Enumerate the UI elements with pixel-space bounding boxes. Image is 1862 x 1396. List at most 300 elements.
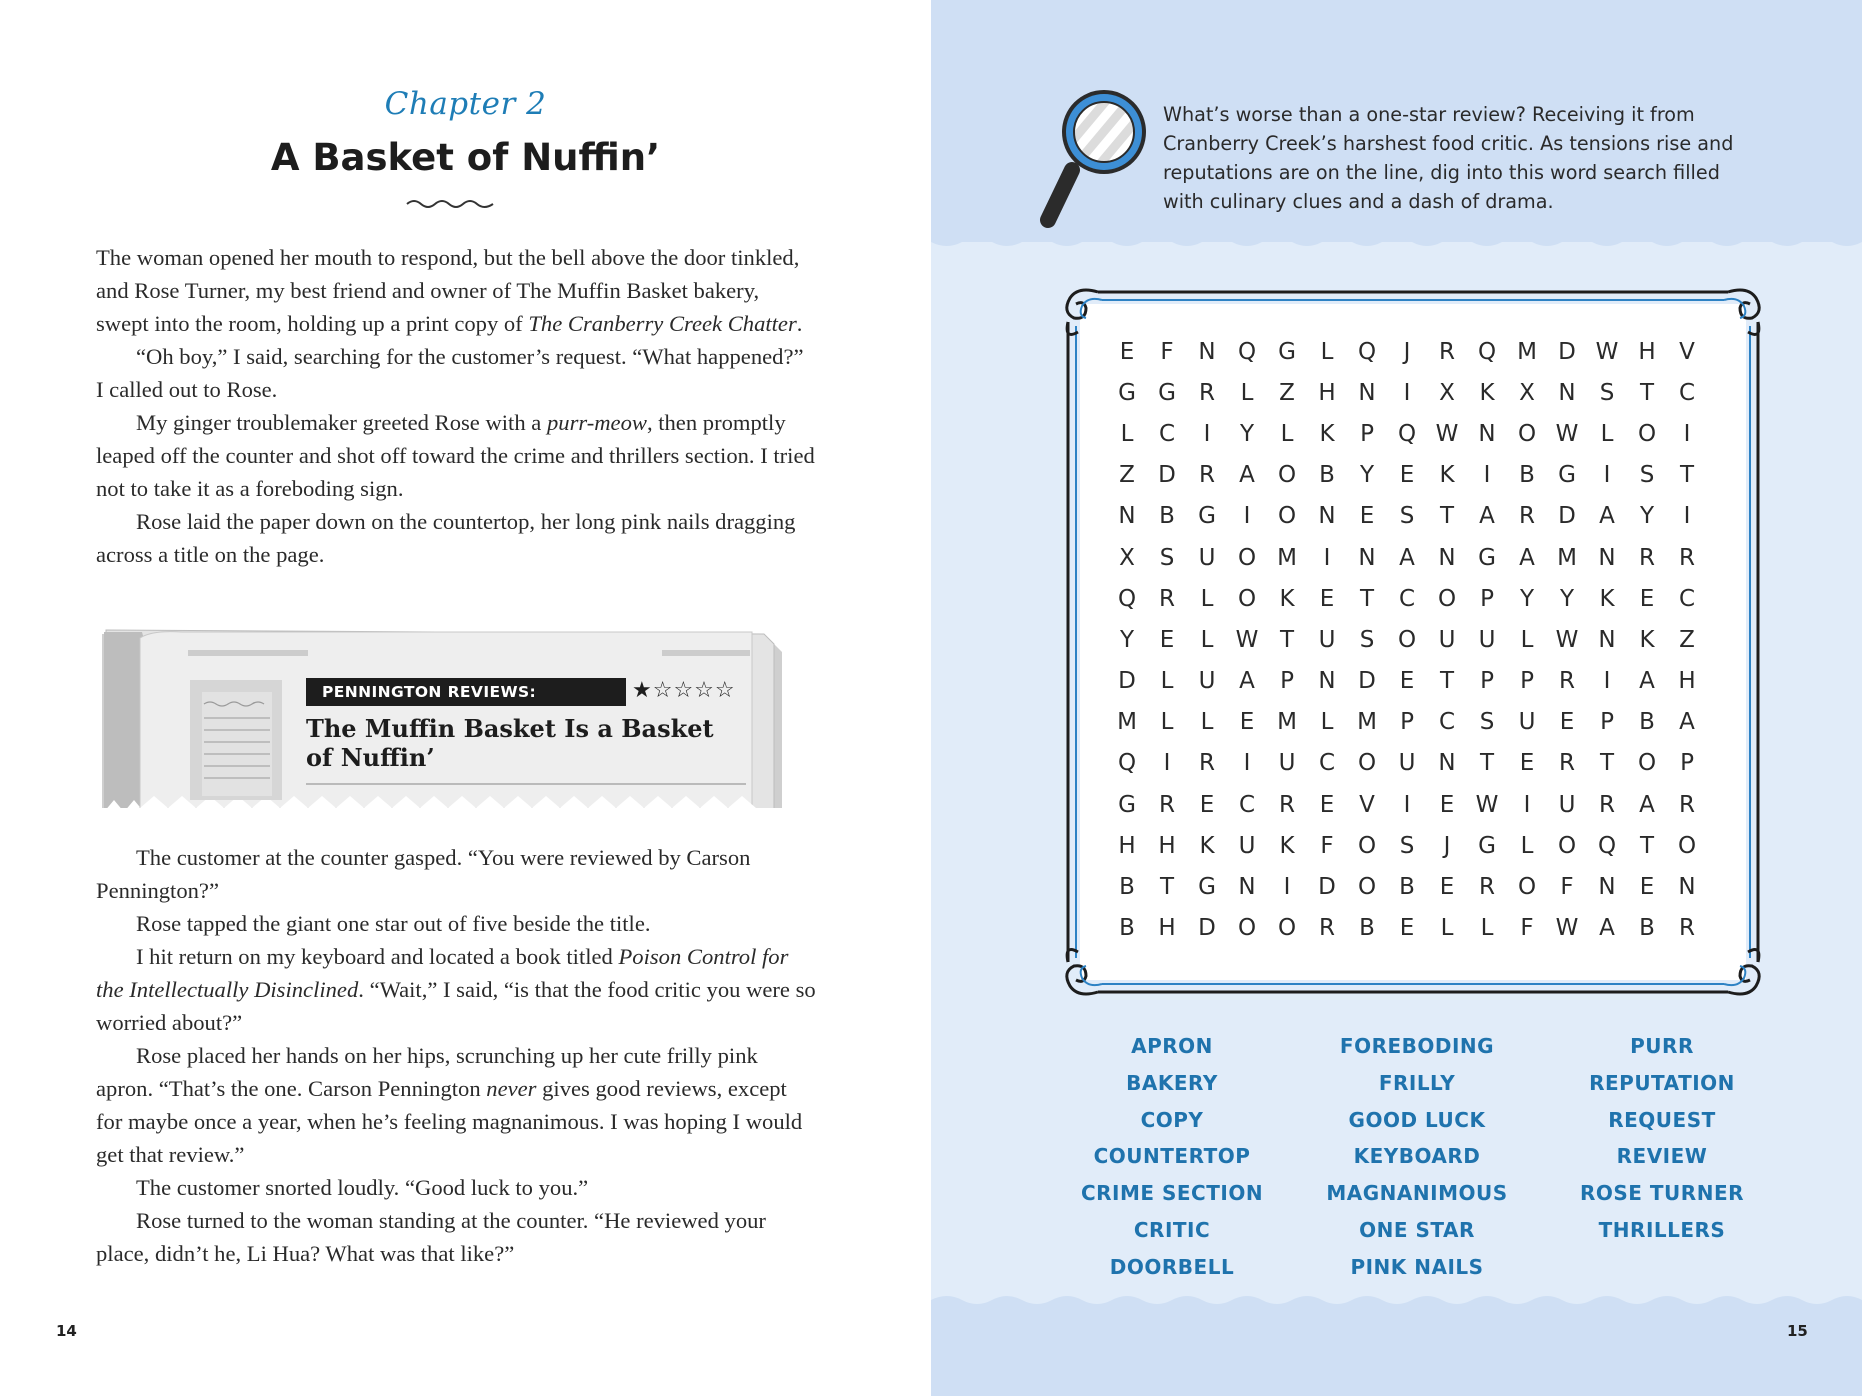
search-word: PURR xyxy=(1630,1034,1694,1058)
grid-letter[interactable]: D xyxy=(1358,668,1376,695)
bottom-band xyxy=(931,1305,1862,1396)
grid-letter[interactable]: L xyxy=(1600,420,1614,447)
grid-row xyxy=(1107,866,1707,907)
italic-text: The Cranberry Creek Chatter xyxy=(528,311,797,336)
search-word: KEYBOARD xyxy=(1353,1144,1481,1169)
grid-letter[interactable]: N xyxy=(1358,379,1376,406)
grid-letter[interactable]: S xyxy=(1479,709,1495,736)
search-word: FOREBODING xyxy=(1339,1034,1495,1058)
grid-letter[interactable]: C xyxy=(1678,585,1696,612)
grid-letter[interactable]: P xyxy=(1480,668,1494,695)
grid-letter[interactable]: T xyxy=(1599,750,1615,777)
grid-letter[interactable]: L xyxy=(1480,915,1494,942)
grid-letter[interactable]: L xyxy=(1280,420,1294,447)
grid-letter[interactable]: T xyxy=(1439,503,1455,530)
grid-letter[interactable]: E xyxy=(1359,503,1375,530)
grid-letter[interactable]: Q xyxy=(1357,338,1377,365)
grid-letter[interactable]: L xyxy=(1320,338,1334,365)
grid-letter[interactable]: E xyxy=(1119,338,1135,365)
grid-letter[interactable]: Q xyxy=(1597,832,1617,859)
grid-letter[interactable]: U xyxy=(1398,750,1416,777)
grid-letter[interactable]: M xyxy=(1357,709,1377,736)
grid-letter[interactable]: L xyxy=(1200,709,1214,736)
grid-letter[interactable]: I xyxy=(1603,668,1611,695)
paragraph xyxy=(96,1039,816,1171)
grid-letter[interactable]: Q xyxy=(1237,338,1257,365)
word-list xyxy=(1062,1028,1744,1288)
grid-row xyxy=(1107,578,1707,619)
grid-letter[interactable]: M xyxy=(1277,709,1297,736)
grid-letter[interactable]: W xyxy=(1595,338,1619,365)
italic-text: Poison Control for the Intellectually Disinclined xyxy=(96,944,789,1002)
grid-letter[interactable]: N xyxy=(1438,544,1456,571)
grid-letter[interactable]: E xyxy=(1159,626,1175,653)
grid-letter[interactable]: E xyxy=(1639,585,1655,612)
grid-letter[interactable]: I xyxy=(1483,462,1491,489)
grid-letter[interactable]: F xyxy=(1520,915,1534,942)
grid-letter[interactable]: Y xyxy=(1239,420,1255,447)
grid-letter[interactable]: G xyxy=(1198,874,1216,901)
grid-letter[interactable]: O xyxy=(1637,420,1657,447)
grid-letter[interactable]: U xyxy=(1278,750,1296,777)
grid-letter[interactable]: S xyxy=(1159,544,1175,571)
paragraph xyxy=(96,1171,816,1204)
grid-letter[interactable]: I xyxy=(1283,874,1291,901)
text-run: . xyxy=(796,311,803,336)
grid-letter[interactable]: B xyxy=(1119,915,1135,942)
grid-letter[interactable]: A xyxy=(1399,544,1415,571)
search-word: THRILLERS xyxy=(1598,1217,1726,1242)
search-word: CRIME SECTION xyxy=(1080,1181,1264,1206)
grid-letter[interactable]: U xyxy=(1438,626,1456,653)
grid-row xyxy=(1107,619,1707,660)
grid-letter[interactable]: O xyxy=(1237,544,1257,571)
grid-letter[interactable]: O xyxy=(1517,874,1537,901)
grid-letter[interactable]: A xyxy=(1639,668,1655,695)
text-run: gives good reviews, except for maybe once a year, when he’s feeling magnanimous. I was hoping I would get that review.” xyxy=(96,1076,803,1167)
grid-letter[interactable]: J xyxy=(1443,832,1451,859)
grid-letter[interactable]: E xyxy=(1559,709,1575,736)
grid-letter[interactable]: G xyxy=(1278,338,1296,365)
grid-letter[interactable]: R xyxy=(1199,379,1215,406)
grid-letter[interactable]: R xyxy=(1199,462,1215,489)
text-run: . “Wait,” I said, “is that the food critic you were so worried about?” xyxy=(96,977,816,1035)
grid-letter[interactable]: D xyxy=(1118,668,1136,695)
grid-letter[interactable]: Q xyxy=(1117,750,1137,777)
grid-letter[interactable]: H xyxy=(1118,832,1136,859)
grid-letter[interactable]: T xyxy=(1639,379,1655,406)
grid-letter[interactable]: I xyxy=(1603,462,1611,489)
grid-letter[interactable]: G xyxy=(1478,544,1496,571)
grid-letter[interactable]: C xyxy=(1438,709,1456,736)
grid-letter[interactable]: E xyxy=(1639,874,1655,901)
search-word: COPY xyxy=(1140,1107,1204,1132)
grid-row xyxy=(1107,455,1707,496)
grid-row xyxy=(1107,908,1707,949)
search-word: PINK NAILS xyxy=(1350,1254,1484,1279)
search-word: BAKERY xyxy=(1126,1070,1218,1095)
grid-letter[interactable]: B xyxy=(1319,462,1335,489)
grid-letter[interactable]: G xyxy=(1558,462,1576,489)
grid-letter[interactable]: N xyxy=(1678,874,1696,901)
grid-letter[interactable]: H xyxy=(1158,832,1176,859)
grid-letter[interactable]: S xyxy=(1639,462,1655,489)
grid-letter[interactable]: I xyxy=(1683,420,1691,447)
grid-letter[interactable]: P xyxy=(1360,420,1374,447)
grid-letter[interactable]: R xyxy=(1479,874,1495,901)
grid-letter[interactable]: O xyxy=(1517,420,1537,447)
grid-letter[interactable]: R xyxy=(1279,791,1295,818)
grid-letter[interactable]: I xyxy=(1403,379,1411,406)
text-run: My ginger troublemaker greeted Rose with a xyxy=(136,410,547,435)
search-word: DOORBELL xyxy=(1109,1254,1235,1279)
grid-letter[interactable]: D xyxy=(1318,874,1336,901)
grid-row xyxy=(1107,661,1707,702)
grid-letter[interactable]: R xyxy=(1439,338,1455,365)
grid-letter[interactable]: U xyxy=(1198,668,1216,695)
grid-letter[interactable]: K xyxy=(1639,626,1655,653)
grid-letter[interactable]: O xyxy=(1677,832,1697,859)
grid-letter[interactable]: W xyxy=(1435,420,1459,447)
grid-letter[interactable]: U xyxy=(1478,626,1496,653)
word-search-grid xyxy=(1107,331,1707,942)
grid-letter[interactable]: E xyxy=(1439,874,1455,901)
grid-letter[interactable]: K xyxy=(1439,462,1455,489)
grid-letter[interactable]: O xyxy=(1557,832,1577,859)
grid-letter[interactable]: R xyxy=(1159,791,1175,818)
grid-letter[interactable]: E xyxy=(1199,791,1215,818)
italic-text: never xyxy=(486,1076,537,1101)
grid-letter[interactable]: I xyxy=(1403,791,1411,818)
text-run: The customer at the counter gasped. “You were reviewed by Carson Pennington?” xyxy=(96,845,751,903)
text-run: Rose tapped the giant one star out of five beside the title. xyxy=(136,911,651,936)
grid-letter[interactable]: P xyxy=(1400,709,1414,736)
grid-letter[interactable]: L xyxy=(1240,379,1254,406)
grid-letter[interactable]: E xyxy=(1319,585,1335,612)
grid-letter[interactable]: B xyxy=(1639,915,1655,942)
chapter-title: A Basket of Nuffin’ xyxy=(270,136,661,179)
grid-letter[interactable]: C xyxy=(1678,379,1696,406)
paragraph xyxy=(96,340,816,406)
grid-letter[interactable]: U xyxy=(1318,626,1336,653)
grid-letter[interactable]: P xyxy=(1600,709,1614,736)
grid-letter[interactable]: R xyxy=(1639,544,1655,571)
grid-letter[interactable]: H xyxy=(1158,915,1176,942)
grid-letter[interactable]: Y xyxy=(1119,626,1135,653)
grid-letter[interactable]: T xyxy=(1439,668,1455,695)
grid-letter[interactable]: O xyxy=(1357,874,1377,901)
grid-letter[interactable]: G xyxy=(1198,503,1216,530)
grid-letter[interactable]: U xyxy=(1238,832,1256,859)
grid-letter[interactable]: C xyxy=(1398,585,1416,612)
grid-letter[interactable]: A xyxy=(1239,668,1255,695)
grid-row xyxy=(1107,784,1707,825)
search-word: MAGNANIMOUS xyxy=(1326,1181,1508,1206)
grid-letter[interactable]: R xyxy=(1559,668,1575,695)
grid-letter[interactable]: L xyxy=(1120,420,1134,447)
grid-letter[interactable]: Q xyxy=(1117,585,1137,612)
chapter-label: Chapter 2 xyxy=(384,86,547,122)
grid-letter[interactable]: P xyxy=(1480,585,1494,612)
grid-letter[interactable]: A xyxy=(1639,791,1655,818)
grid-letter[interactable]: V xyxy=(1679,338,1695,365)
grid-letter[interactable]: R xyxy=(1599,791,1615,818)
grid-letter[interactable]: X xyxy=(1519,379,1535,406)
grid-letter[interactable]: V xyxy=(1359,791,1375,818)
grid-letter[interactable]: L xyxy=(1200,626,1214,653)
paragraph xyxy=(96,907,816,940)
grid-letter[interactable]: I xyxy=(1323,544,1331,571)
grid-letter[interactable]: M xyxy=(1277,544,1297,571)
grid-letter[interactable]: L xyxy=(1320,709,1334,736)
grid-letter[interactable]: R xyxy=(1559,750,1575,777)
grid-letter[interactable]: B xyxy=(1399,874,1415,901)
grid-letter[interactable]: I xyxy=(1243,750,1251,777)
grid-letter[interactable]: N xyxy=(1598,626,1616,653)
grid-letter[interactable]: N xyxy=(1598,874,1616,901)
grid-letter[interactable]: J xyxy=(1403,338,1411,365)
grid-letter[interactable]: C xyxy=(1238,791,1256,818)
grid-letter[interactable]: Z xyxy=(1279,379,1295,406)
grid-letter[interactable]: G xyxy=(1478,832,1496,859)
grid-letter[interactable]: N xyxy=(1198,338,1216,365)
grid-letter[interactable]: T xyxy=(1479,750,1495,777)
wavy-divider-top xyxy=(931,236,1862,252)
grid-letter[interactable]: E xyxy=(1399,668,1415,695)
grid-letter[interactable]: E xyxy=(1519,750,1535,777)
grid-letter[interactable]: K xyxy=(1279,832,1295,859)
grid-letter[interactable]: T xyxy=(1679,462,1695,489)
grid-letter[interactable]: F xyxy=(1560,874,1574,901)
body-text-after xyxy=(96,841,816,1270)
grid-letter[interactable]: N xyxy=(1318,503,1336,530)
grid-letter[interactable]: Y xyxy=(1519,585,1535,612)
grid-letter[interactable]: Y xyxy=(1639,503,1655,530)
grid-letter[interactable]: P xyxy=(1280,668,1294,695)
grid-letter[interactable]: L xyxy=(1520,832,1534,859)
grid-letter[interactable]: N xyxy=(1318,668,1336,695)
grid-letter[interactable]: R xyxy=(1199,750,1215,777)
grid-row xyxy=(1107,825,1707,866)
grid-letter[interactable]: I xyxy=(1683,503,1691,530)
grid-letter[interactable]: R xyxy=(1679,915,1695,942)
search-word: REVIEW xyxy=(1616,1144,1708,1169)
grid-letter[interactable]: A xyxy=(1519,544,1535,571)
grid-letter[interactable]: D xyxy=(1158,462,1176,489)
grid-letter[interactable]: S xyxy=(1359,626,1375,653)
search-word: GOOD LUCK xyxy=(1348,1107,1486,1132)
grid-letter[interactable]: C xyxy=(1158,420,1176,447)
grid-letter[interactable]: N xyxy=(1558,379,1576,406)
grid-letter[interactable]: K xyxy=(1479,379,1495,406)
search-word: REPUTATION xyxy=(1589,1070,1735,1095)
grid-letter[interactable]: A xyxy=(1679,709,1695,736)
grid-letter[interactable]: M xyxy=(1557,544,1577,571)
page-number-left: 14 xyxy=(56,1322,77,1340)
grid-letter[interactable]: O xyxy=(1357,750,1377,777)
grid-letter[interactable]: S xyxy=(1599,379,1615,406)
grid-letter[interactable]: R xyxy=(1679,791,1695,818)
grid-letter[interactable]: B xyxy=(1119,874,1135,901)
grid-letter[interactable]: A xyxy=(1479,503,1495,530)
grid-letter[interactable]: P xyxy=(1680,750,1694,777)
grid-letter[interactable]: H xyxy=(1318,379,1336,406)
paragraph xyxy=(96,841,816,907)
star-rating: ★☆☆☆☆ xyxy=(632,678,736,703)
word-column-3 xyxy=(1552,1028,1772,1249)
grid-letter[interactable]: R xyxy=(1319,915,1335,942)
grid-letter[interactable]: N xyxy=(1238,874,1256,901)
grid-letter[interactable]: G xyxy=(1118,379,1136,406)
grid-row xyxy=(1107,331,1707,372)
grid-letter[interactable]: K xyxy=(1319,420,1335,447)
grid-letter[interactable]: U xyxy=(1518,709,1536,736)
text-run: The customer snorted loudly. “Good luck to you.” xyxy=(136,1175,589,1200)
grid-letter[interactable]: N xyxy=(1118,503,1136,530)
paragraph xyxy=(96,505,816,571)
grid-letter[interactable]: C xyxy=(1318,750,1336,777)
grid-letter[interactable]: A xyxy=(1599,915,1615,942)
body-text-before xyxy=(96,241,816,571)
search-word: ROSE TURNER xyxy=(1579,1181,1744,1206)
grid-letter[interactable]: Q xyxy=(1397,420,1417,447)
grid-letter[interactable]: N xyxy=(1438,750,1456,777)
grid-letter[interactable]: F xyxy=(1160,338,1174,365)
grid-letter[interactable]: T xyxy=(1639,832,1655,859)
puzzle-intro: What’s worse than a one-star review? Receiving it from Cranberry Creek’s harshest food critic. As tensions rise and reputations are on the line, dig into this word search filled with culinary clues and a dash of drama. xyxy=(1163,103,1734,213)
grid-letter[interactable]: I xyxy=(1203,420,1211,447)
text-run: Rose placed her hands on her hips, scrunching up her cute frilly pink apron. “That’s the one. Carson Pennington xyxy=(96,1043,758,1101)
search-word: COUNTERTOP xyxy=(1093,1144,1251,1169)
grid-letter[interactable]: O xyxy=(1277,503,1297,530)
text-run: “Oh boy,” I said, searching for the customer’s request. “What happened?” I called out to Rose. xyxy=(96,344,804,402)
search-word: REQUEST xyxy=(1608,1107,1716,1132)
grid-letter[interactable]: B xyxy=(1359,915,1375,942)
grid-letter[interactable]: X xyxy=(1439,379,1455,406)
grid-letter[interactable]: D xyxy=(1198,915,1216,942)
grid-letter[interactable]: A xyxy=(1239,462,1255,489)
grid-letter[interactable]: I xyxy=(1163,750,1171,777)
grid-letter[interactable]: E xyxy=(1399,462,1415,489)
grid-letter[interactable]: T xyxy=(1279,626,1295,653)
grid-letter[interactable]: Z xyxy=(1119,462,1135,489)
grid-letter[interactable]: F xyxy=(1320,832,1334,859)
grid-letter[interactable]: U xyxy=(1558,791,1576,818)
grid-letter[interactable]: R xyxy=(1159,585,1175,612)
grid-letter[interactable]: B xyxy=(1159,503,1175,530)
grid-letter[interactable]: L xyxy=(1160,709,1174,736)
word-column-1 xyxy=(1062,1028,1282,1286)
search-word: CRITIC xyxy=(1133,1217,1211,1242)
grid-letter[interactable]: R xyxy=(1519,503,1535,530)
review-column-label: PENNINGTON REVIEWS: xyxy=(306,678,626,706)
grid-row xyxy=(1107,413,1707,454)
grid-letter[interactable]: W xyxy=(1475,791,1499,818)
grid-letter[interactable]: O xyxy=(1237,915,1257,942)
grid-letter[interactable]: E xyxy=(1439,791,1455,818)
grid-letter[interactable]: T xyxy=(1159,874,1175,901)
grid-letter[interactable]: N xyxy=(1478,420,1496,447)
grid-letter[interactable]: L xyxy=(1520,626,1534,653)
grid-letter[interactable]: T xyxy=(1359,585,1375,612)
grid-letter[interactable]: W xyxy=(1555,420,1579,447)
review-headline: The Muffin Basket Is a Basket of Nuffin’ xyxy=(306,714,714,772)
grid-letter[interactable]: G xyxy=(1118,791,1136,818)
text-run: I hit return on my keyboard and located a book titled xyxy=(136,944,619,969)
grid-letter[interactable]: O xyxy=(1237,585,1257,612)
grid-letter[interactable]: B xyxy=(1639,709,1655,736)
grid-letter[interactable]: G xyxy=(1158,379,1176,406)
grid-letter[interactable]: P xyxy=(1520,668,1534,695)
grid-letter[interactable]: O xyxy=(1277,462,1297,489)
grid-letter[interactable]: N xyxy=(1358,544,1376,571)
grid-letter[interactable]: O xyxy=(1357,832,1377,859)
text-run: The woman opened her mouth to respond, but the bell above the door tinkled, and Rose Turner, my best friend and owner of The Muffin Basket bakery, swept into the room, holding up a print copy of xyxy=(96,245,800,336)
magnifying-glass-icon xyxy=(1032,84,1152,234)
grid-letter[interactable]: R xyxy=(1679,544,1695,571)
grid-row xyxy=(1107,537,1707,578)
grid-letter[interactable]: I xyxy=(1523,791,1531,818)
grid-letter[interactable]: K xyxy=(1199,832,1215,859)
grid-letter[interactable]: M xyxy=(1117,709,1137,736)
word-column-2 xyxy=(1307,1028,1527,1286)
grid-letter[interactable]: Y xyxy=(1559,585,1575,612)
grid-letter[interactable]: O xyxy=(1277,915,1297,942)
text-run: Rose turned to the woman standing at the counter. “He reviewed your place, didn’t he, Li Hua? What was that like?” xyxy=(96,1208,766,1266)
grid-letter[interactable]: K xyxy=(1599,585,1615,612)
grid-letter[interactable]: D xyxy=(1558,503,1576,530)
grid-letter[interactable]: W xyxy=(1555,915,1579,942)
grid-letter[interactable]: A xyxy=(1599,503,1615,530)
grid-letter[interactable]: Z xyxy=(1679,626,1695,653)
grid-letter[interactable]: O xyxy=(1397,626,1417,653)
grid-letter[interactable]: B xyxy=(1519,462,1535,489)
grid-letter[interactable]: E xyxy=(1399,915,1415,942)
grid-letter[interactable]: U xyxy=(1198,544,1216,571)
text-run: , then promptly leaped off the counter and shot off toward the crime and thrillers section. I tried not to take it as a foreboding sign. xyxy=(96,410,815,501)
grid-letter[interactable]: S xyxy=(1399,503,1415,530)
grid-letter[interactable]: H xyxy=(1678,668,1696,695)
grid-letter[interactable]: D xyxy=(1558,338,1576,365)
grid-letter[interactable]: W xyxy=(1555,626,1579,653)
grid-row xyxy=(1107,496,1707,537)
grid-letter[interactable]: H xyxy=(1638,338,1656,365)
wave-ornament-icon xyxy=(405,196,495,212)
paragraph xyxy=(96,406,816,505)
grid-letter[interactable]: M xyxy=(1517,338,1537,365)
grid-letter[interactable]: Y xyxy=(1359,462,1375,489)
grid-letter[interactable]: O xyxy=(1637,750,1657,777)
grid-letter[interactable]: E xyxy=(1239,709,1255,736)
grid-letter[interactable]: K xyxy=(1279,585,1295,612)
grid-letter[interactable]: Q xyxy=(1477,338,1497,365)
grid-letter[interactable]: S xyxy=(1399,832,1415,859)
grid-letter[interactable]: L xyxy=(1200,585,1214,612)
paragraph xyxy=(96,1204,816,1270)
grid-letter[interactable]: I xyxy=(1243,503,1251,530)
grid-letter[interactable]: N xyxy=(1598,544,1616,571)
grid-letter[interactable]: W xyxy=(1235,626,1259,653)
grid-row xyxy=(1107,743,1707,784)
italic-text: purr-meow xyxy=(546,410,647,435)
grid-letter[interactable]: O xyxy=(1437,585,1457,612)
paragraph xyxy=(96,241,816,340)
grid-letter[interactable]: L xyxy=(1440,915,1454,942)
grid-letter[interactable]: L xyxy=(1160,668,1174,695)
grid-letter[interactable]: E xyxy=(1319,791,1335,818)
grid-letter[interactable]: X xyxy=(1119,544,1135,571)
grid-row xyxy=(1107,702,1707,743)
